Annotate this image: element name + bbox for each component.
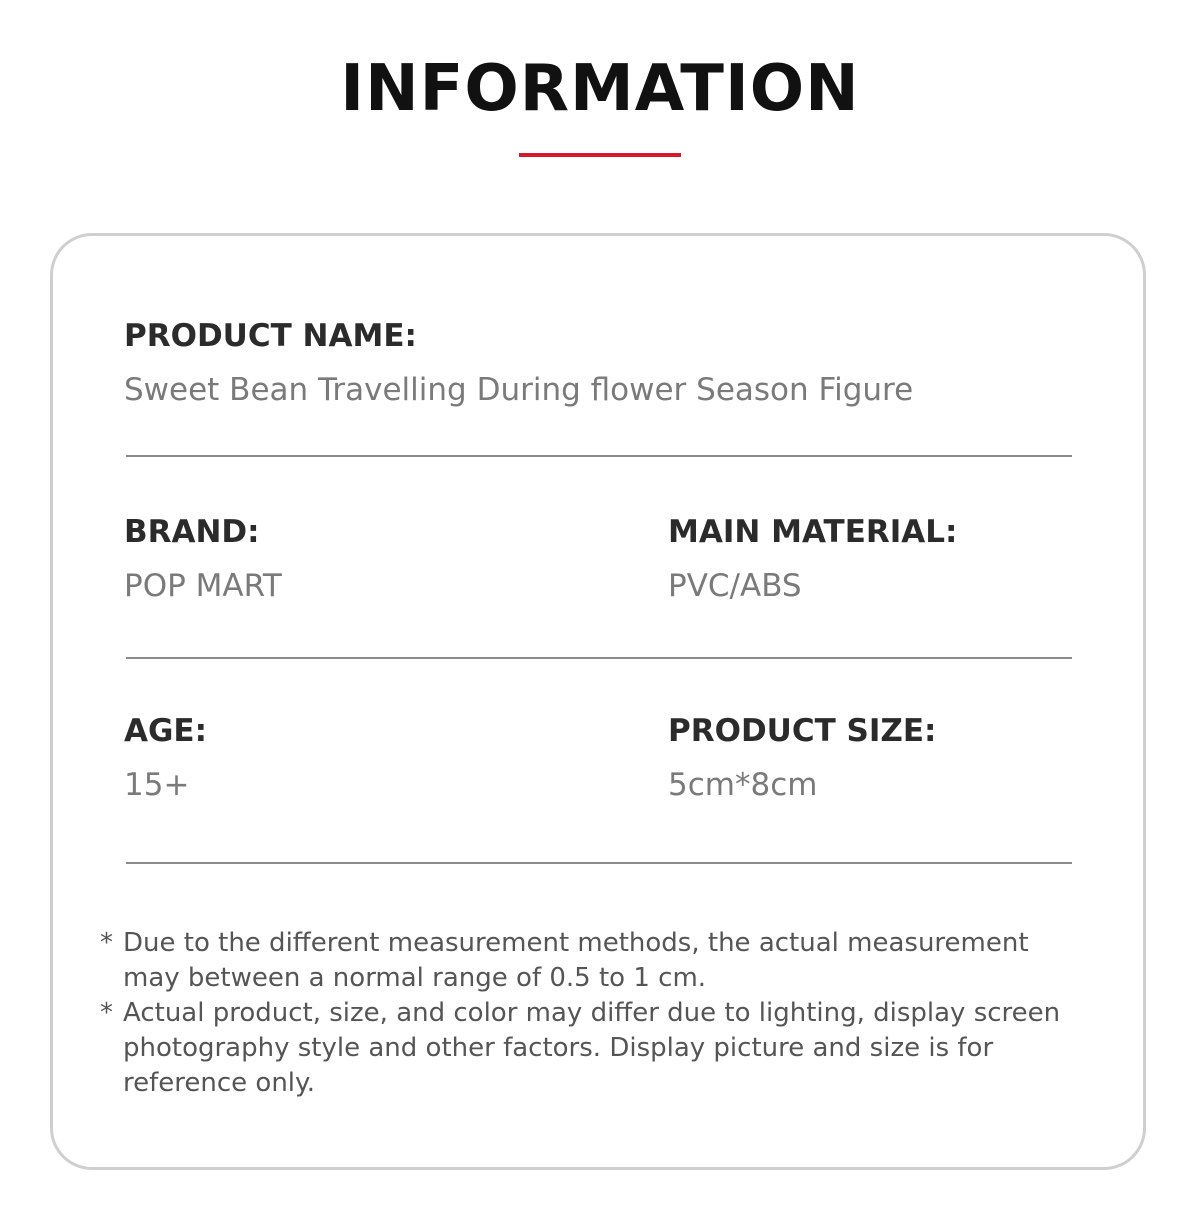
brand-label: BRAND: [124,514,260,550]
age-value: 15+ [124,767,190,803]
divider [126,455,1072,457]
brand-value: POP MART [124,568,282,604]
note-text: Actual product, size, and color may differ due to lighting, display screen photography style and other factors. Display picture and size is for reference only. [123,998,1061,1098]
asterisk-marker: * [100,928,113,958]
age-label: AGE: [124,713,208,749]
note-text: Due to the different measurement methods, the actual measurement may between a normal range of 0.5 to 1 cm. [123,928,1029,993]
main-material-value: PVC/ABS [668,568,802,604]
title-accent-line [519,153,681,157]
divider [126,862,1072,864]
product-size-label: PRODUCT SIZE: [668,713,937,749]
asterisk-marker: * [100,998,113,1028]
page-title: INFORMATION [340,52,860,126]
main-material-label: MAIN MATERIAL: [668,514,958,550]
disclaimer-note [100,996,1080,1101]
divider [126,657,1072,659]
product-name-label: PRODUCT NAME: [124,318,417,354]
disclaimer-note [100,926,1080,996]
product-size-value: 5cm*8cm [668,767,818,803]
product-name-value: Sweet Bean Travelling During flower Season Figure [124,372,914,408]
